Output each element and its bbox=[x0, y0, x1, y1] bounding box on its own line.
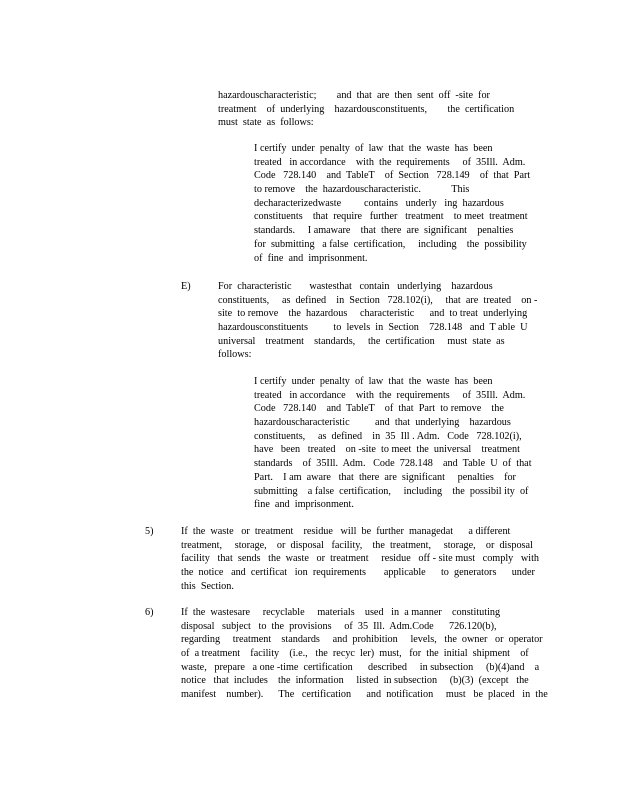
text-line: treatment, storage, or disposal facility, the treatment, storage, or disposal bbox=[181, 539, 533, 551]
item-5-paragraph bbox=[181, 525, 539, 593]
text-line: treatment of underlying hazardousconstituents, the certification bbox=[218, 103, 515, 115]
certification-quote-1 bbox=[254, 142, 530, 265]
text-line: must state as follows: bbox=[218, 117, 314, 129]
text-line: of fine and imprisonment. bbox=[254, 252, 368, 264]
text-line: treated in accordance with the requirements of 35Ill. Adm. bbox=[254, 156, 526, 168]
text-line: hazardousconstituents to levels in Section 728.148 and T able U bbox=[218, 322, 528, 334]
text-line: follows: bbox=[218, 349, 252, 361]
intro-paragraph bbox=[218, 89, 514, 130]
text-line: hazardouscharacteristic; and that are then sent off -site for bbox=[218, 90, 490, 101]
text-line: If the waste or treatment residue will be further managedat a different bbox=[181, 526, 511, 537]
text-line: I certify under penalty of law that the waste has been bbox=[254, 143, 493, 154]
text-line: have been treated on -site to meet the universal treatment bbox=[254, 444, 520, 456]
text-line: facility that sends the waste or treatment residue off - site must comply with bbox=[181, 553, 539, 565]
text-line: submitting a false certification, including the possibil ity of bbox=[254, 485, 529, 497]
text-line: the notice and certificat ion requirements applicable to generators under bbox=[181, 567, 535, 579]
subsection-e-label: E) bbox=[181, 281, 191, 292]
certification-quote-2 bbox=[254, 375, 532, 512]
text-line: For characteristic wastesthat contain underlying hazardous bbox=[218, 281, 493, 292]
text-line: manifest number). The certification and notification must be placed in the bbox=[181, 689, 548, 701]
text-line: hazardouscharacteristic and that underlying hazardous bbox=[254, 417, 511, 429]
text-line: decharacterizedwaste contains underly ing hazardous bbox=[254, 197, 504, 209]
text-line: notice that includes the information listed in subsection (b)(3) (except the bbox=[181, 675, 529, 687]
text-line: waste, prepare a one -time certification described in subsection (b)(4)and a bbox=[181, 661, 540, 673]
text-line: treated in accordance with the requirements of 35Ill. Adm. bbox=[254, 389, 526, 401]
text-line: constituents, as defined in 35 Ill . Adm. Code 728.102(i), bbox=[254, 430, 522, 442]
text-line: to remove the hazardouscharacteristic. This bbox=[254, 184, 470, 196]
text-line: Code 728.140 and TableT of that Part to remove the bbox=[254, 403, 504, 415]
text-line: constituents that require further treatment to meet treatment bbox=[254, 211, 528, 223]
text-line: constituents, as defined in Section 728.102(i), that are treated on - bbox=[218, 294, 538, 306]
text-line: disposal subject to the provisions of 35 Ill. Adm.Code 726.120(b), bbox=[181, 620, 497, 632]
text-line: regarding treatment standards and prohibition levels, the owner or operator bbox=[181, 634, 543, 646]
text-line: standards. I amaware that there are significant penalties bbox=[254, 225, 514, 237]
text-line: this Section. bbox=[181, 580, 234, 592]
item-6-label: 6) bbox=[145, 607, 154, 618]
text-line: I certify under penalty of law that the waste has been bbox=[254, 376, 493, 387]
text-line: site to remove the hazardous characteristic and to treat underlying bbox=[218, 308, 528, 320]
item-6-paragraph bbox=[181, 606, 548, 702]
subsection-e-paragraph bbox=[218, 280, 537, 362]
text-line: Code 728.140 and TableT of Section 728.149 of that Part bbox=[254, 170, 531, 182]
text-line: universal treatment standards, the certification must state as bbox=[218, 335, 505, 347]
item-5-label: 5) bbox=[145, 526, 154, 537]
text-line: If the wastesare recyclable materials used in a manner constituting bbox=[181, 607, 501, 618]
text-line: fine and imprisonment. bbox=[254, 499, 354, 511]
text-line: standards of 35Ill. Adm. Code 728.148 and Table U of that bbox=[254, 458, 532, 470]
text-line: of a treatment facility (i.e., the recyc ler) must, for the initial shipment of bbox=[181, 648, 529, 660]
text-line: Part. I am aware that there are significant penalties for bbox=[254, 471, 516, 483]
text-line: for submitting a false certification, including the possibility bbox=[254, 238, 527, 250]
